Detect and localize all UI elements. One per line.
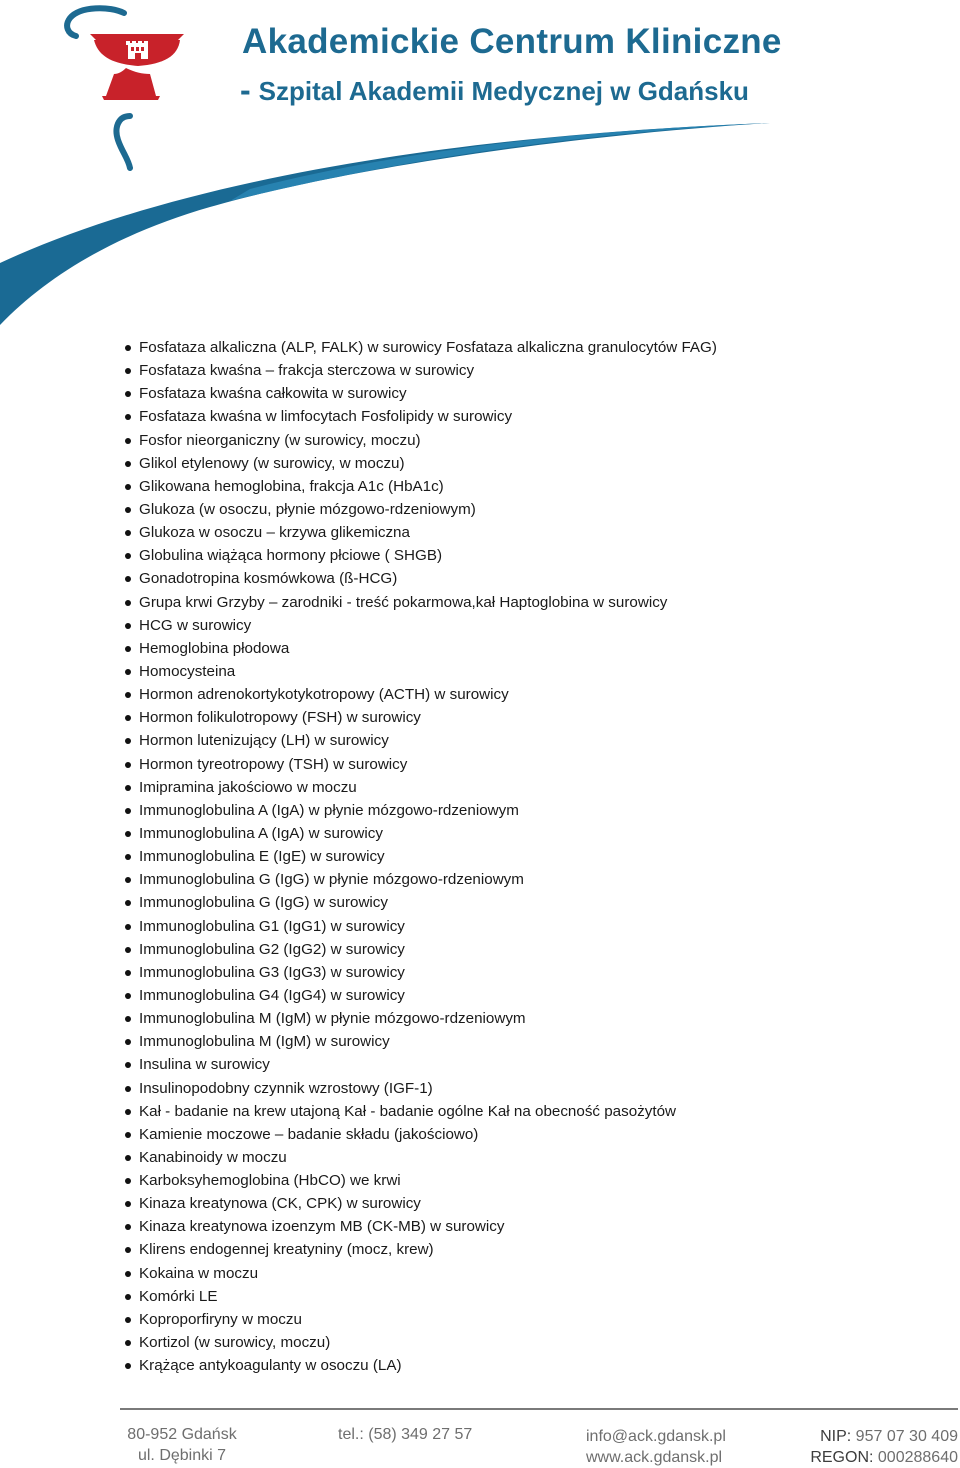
- regon-value: 000288640: [877, 1449, 958, 1466]
- list-item: Koproporfiryny w moczu: [124, 1308, 944, 1331]
- list-item: Immunoglobulina M (IgM) w surowicy: [124, 1030, 944, 1053]
- list-item: Glikol etylenowy (w surowicy, w moczu): [124, 452, 944, 475]
- address-line-1: 80-952 Gdańsk: [127, 1426, 237, 1443]
- list-item: Grupa krwi Grzyby – zarodniki - treść pokarmowa,kał Haptoglobina w surowicy: [124, 591, 944, 614]
- list-item: Fosfataza alkaliczna (ALP, FALK) w surowicy Fosfataza alkaliczna granulocytów FAG): [124, 336, 944, 359]
- page-title: Akademickie Centrum Kliniczne: [242, 22, 782, 61]
- list-item: Glukoza w osoczu – krzywa glikemiczna: [124, 521, 944, 544]
- nip-label: NIP:: [820, 1428, 852, 1445]
- footer-contact: [586, 1426, 726, 1468]
- list-item: Kał - badanie na krew utajoną Kał - badanie ogólne Kał na obecność pasożytów: [124, 1100, 944, 1123]
- address-line-2: ul. Dębinki 7: [137, 1447, 227, 1464]
- list-item: Immunoglobulina G4 (IgG4) w surowicy: [124, 984, 944, 1007]
- footer-phone: tel.: (58) 349 27 57: [338, 1426, 473, 1443]
- list-item: Immunoglobulina M (IgM) w płynie mózgowo-rdzeniowym: [124, 1007, 944, 1030]
- nip-line: [808, 1426, 958, 1447]
- list-item: Globulina wiążąca hormony płciowe ( SHGB): [124, 544, 944, 567]
- email-link[interactable]: info@ack.gdansk.pl: [586, 1428, 726, 1445]
- list-item: Kokaina w moczu: [124, 1262, 944, 1285]
- list-item: Kinaza kreatynowa izoenzym MB (CK-MB) w surowicy: [124, 1215, 944, 1238]
- list-item: Hormon tyreotropowy (TSH) w surowicy: [124, 753, 944, 776]
- footer-registry: [808, 1426, 958, 1468]
- list-item: Gonadotropina kosmówkowa (ß-HCG): [124, 567, 944, 590]
- list-item: Komórki LE: [124, 1285, 944, 1308]
- list-item: Immunoglobulina G1 (IgG1) w surowicy: [124, 915, 944, 938]
- list-item: HCG w surowicy: [124, 614, 944, 637]
- list-item: Krążące antykoagulanty w osoczu (LA): [124, 1354, 944, 1377]
- list-item: Imipramina jakościowo w moczu: [124, 776, 944, 799]
- test-list: [124, 336, 944, 1377]
- list-item: Fosfor nieorganiczny (w surowicy, moczu): [124, 429, 944, 452]
- list-item: Glukoza (w osoczu, płynie mózgowo-rdzeniowym): [124, 498, 944, 521]
- list-item: Kinaza kreatynowa (CK, CPK) w surowicy: [124, 1192, 944, 1215]
- list-item: Immunoglobulina G2 (IgG2) w surowicy: [124, 938, 944, 961]
- list-item: Glikowana hemoglobina, frakcja A1c (HbA1c): [124, 475, 944, 498]
- list-item: Hormon folikulotropowy (FSH) w surowicy: [124, 706, 944, 729]
- list-item: Fosfataza kwaśna całkowita w surowicy: [124, 382, 944, 405]
- list-item: Fosfataza kwaśna w limfocytach Fosfolipidy w surowicy: [124, 405, 944, 428]
- subtitle-dash: -: [240, 72, 251, 108]
- list-item: Kortizol (w surowicy, moczu): [124, 1331, 944, 1354]
- page-subtitle: [240, 72, 749, 109]
- list-item: Immunoglobulina A (IgA) w surowicy: [124, 822, 944, 845]
- list-item: Homocysteina: [124, 660, 944, 683]
- list-item: Hormon lutenizujący (LH) w surowicy: [124, 729, 944, 752]
- list-item: Klirens endogennej kreatyniny (mocz, krew): [124, 1238, 944, 1261]
- list-item: Immunoglobulina G (IgG) w płynie mózgowo-rdzeniowym: [124, 868, 944, 891]
- list-item: Hormon adrenokortykotykotropowy (ACTH) w surowicy: [124, 683, 944, 706]
- subtitle-text: Szpital Akademii Medycznej w Gdańsku: [258, 76, 749, 106]
- footer-address: [124, 1424, 240, 1466]
- footer-divider: [120, 1408, 958, 1410]
- list-item: Kanabinoidy w moczu: [124, 1146, 944, 1169]
- list-item: Kamienie moczowe – badanie składu (jakościowo): [124, 1123, 944, 1146]
- nip-value: 957 07 30 409: [855, 1428, 958, 1445]
- list-item: Immunoglobulina G (IgG) w surowicy: [124, 891, 944, 914]
- list-item: Hemoglobina płodowa: [124, 637, 944, 660]
- decorative-swoosh: [0, 115, 960, 345]
- list-item: Immunoglobulina G3 (IgG3) w surowicy: [124, 961, 944, 984]
- list-item: Insulina w surowicy: [124, 1053, 944, 1076]
- list-item: Immunoglobulina A (IgA) w płynie mózgowo-rdzeniowym: [124, 799, 944, 822]
- regon-label: REGON:: [810, 1449, 874, 1466]
- list-item: Fosfataza kwaśna – frakcja sterczowa w surowicy: [124, 359, 944, 382]
- list-item: Insulinopodobny czynnik wzrostowy (IGF-1): [124, 1077, 944, 1100]
- list-item: Karboksyhemoglobina (HbCO) we krwi: [124, 1169, 944, 1192]
- list-item: Immunoglobulina E (IgE) w surowicy: [124, 845, 944, 868]
- website-link[interactable]: www.ack.gdansk.pl: [586, 1449, 723, 1466]
